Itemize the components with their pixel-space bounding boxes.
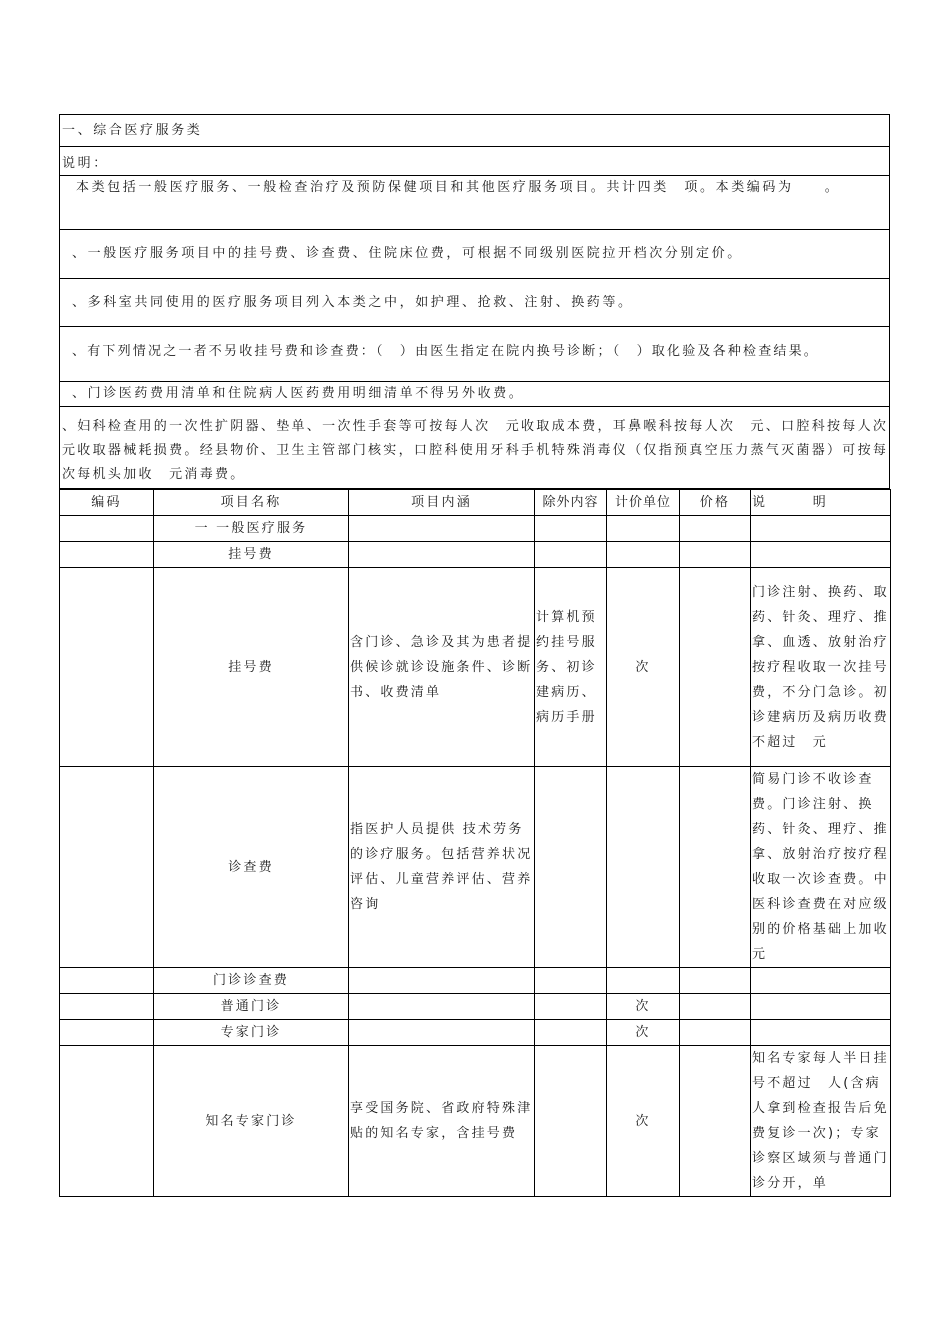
note-label-row: [59, 147, 890, 176]
header-price: 价格: [680, 490, 751, 516]
cell-name: 专家门诊: [154, 1020, 349, 1046]
cell-code: [60, 1046, 154, 1197]
note-label: 说明：: [62, 156, 109, 171]
section-title: 一、综合医疗服务类: [62, 123, 203, 138]
cell-note: [751, 968, 891, 994]
cell-note: 门诊注射、换药、取药、针灸、理疗、推拿、血透、放射治疗按疗程收取一次挂号费，不分门急诊。初诊建病历及病历收费不超过 元: [751, 568, 891, 767]
cell-code: [60, 568, 154, 767]
cell-price: [680, 568, 751, 767]
cell-code: [60, 767, 154, 968]
rule-row-4: [59, 382, 890, 407]
cell-note: [751, 994, 891, 1020]
cell-content: [349, 1020, 535, 1046]
cell-name: 一 一般医疗服务: [154, 516, 349, 542]
cell-name: 挂号费: [154, 542, 349, 568]
cell-unit: [607, 516, 680, 542]
cell-name: 普通门诊: [154, 994, 349, 1020]
rule-row-3: [59, 327, 890, 382]
rule-row-2: [59, 279, 890, 327]
header-note: 说 明: [751, 490, 891, 516]
cell-price: [680, 1020, 751, 1046]
cell-exclusions: [535, 516, 607, 542]
cell-code: [60, 516, 154, 542]
rule-text: 、门诊医药费用清单和住院病人医药费用明细清单不得另外收费。: [72, 386, 525, 401]
section-title-row: [59, 114, 890, 147]
cell-exclusions: 计算机预约挂号服务、初诊建病历、病历手册: [535, 568, 607, 767]
table-row: [60, 1020, 891, 1046]
rule-text: 、有下列情况之一者不另收挂号费和诊查费：（ ）由医生指定在院内换号诊断；（ ）取化验及各种检查结果。: [72, 344, 820, 359]
cell-exclusions: [535, 1020, 607, 1046]
table-row: [60, 968, 891, 994]
cell-price: [680, 968, 751, 994]
rule-row-1: [59, 230, 890, 279]
cell-note: 简易门诊不收诊查费。门诊注射、换药、针灸、理疗、推拿、放射治疗按疗程收取一次诊查费。中医科诊查费在对应级别的价格基础上加收 元: [751, 767, 891, 968]
rule-row-5: [59, 407, 904, 489]
cell-unit: 次: [607, 1020, 680, 1046]
cell-price: [680, 542, 751, 568]
intro-row: [59, 176, 890, 230]
header-name: 项目名称: [154, 490, 349, 516]
cell-code: [60, 968, 154, 994]
cell-exclusions: [535, 994, 607, 1020]
cell-content: [349, 994, 535, 1020]
cell-content: 含门诊、急诊及其为患者提供候诊就诊设施条件、诊断书、收费清单: [349, 568, 535, 767]
header-code: 编码: [60, 490, 154, 516]
cell-unit: 次: [607, 568, 680, 767]
table-row: [60, 767, 891, 968]
cell-price: [680, 767, 751, 968]
cell-code: [60, 542, 154, 568]
cell-content: [349, 516, 535, 542]
rule-text: 、妇科检查用的一次性扩阴器、垫单、一次性手套等可按每人次 元收取成本费，耳鼻喉科按每人次 元、口腔科按每人次 元收取器械耗损费。经县物价、卫生主管部门核实，口腔科使用牙科手机特殊消毒仪（仅指预真空压力蒸气灭菌器）可按每次每机头加收 元消毒费。: [62, 419, 904, 482]
fee-standard-document: [59, 114, 905, 1197]
cell-content: 指医护人员提供 技术劳务 的诊疗服务。包括营养状况评估、儿童营养评估、营养咨询: [349, 767, 535, 968]
cell-name: 知名专家门诊: [154, 1046, 349, 1197]
cell-note: [751, 516, 891, 542]
header-content: 项目内涵: [349, 490, 535, 516]
cell-note: [751, 1020, 891, 1046]
cell-price: [680, 1046, 751, 1197]
cell-content: [349, 542, 535, 568]
cell-code: [60, 1020, 154, 1046]
table-row: [60, 994, 891, 1020]
header-unit: 计价单位: [607, 490, 680, 516]
fee-table: [59, 489, 905, 1197]
cell-name: 门诊诊查费: [154, 968, 349, 994]
cell-code: [60, 994, 154, 1020]
cell-unit: 次: [607, 994, 680, 1020]
cell-unit: [607, 968, 680, 994]
cell-unit: 次: [607, 1046, 680, 1197]
rule-text: 、一般医疗服务项目中的挂号费、诊查费、住院床位费，可根据不同级别医院拉开档次分别定价。: [72, 246, 743, 261]
table-row: [60, 516, 891, 542]
table-row: [60, 542, 891, 568]
cell-exclusions: [535, 542, 607, 568]
table-header-row: [60, 490, 891, 516]
cell-note: 知名专家每人半日挂号不超过 人(含病人拿到检查报告后免费复诊一次)；专家诊察区域须与普通门诊分开，单: [751, 1046, 891, 1197]
cell-content: [349, 968, 535, 994]
rule-text: 、多科室共同使用的医疗服务项目列入本类之中，如护理、抢救、注射、换药等。: [72, 295, 634, 310]
cell-unit: [607, 767, 680, 968]
table-row: [60, 568, 891, 767]
cell-content: 享受国务院、省政府特殊津贴的知名专家，含挂号费: [349, 1046, 535, 1197]
cell-exclusions: [535, 1046, 607, 1197]
cell-price: [680, 994, 751, 1020]
cell-exclusions: [535, 767, 607, 968]
cell-unit: [607, 542, 680, 568]
header-exclusions: 除外内容: [535, 490, 607, 516]
cell-price: [680, 516, 751, 542]
cell-note: [751, 542, 891, 568]
table-row: [60, 1046, 891, 1197]
cell-exclusions: [535, 968, 607, 994]
cell-name: 挂号费: [154, 568, 349, 767]
cell-name: 诊查费: [154, 767, 349, 968]
intro-text: 本类包括一般医疗服务、一般检查治疗及预防保健项目和其他医疗服务项目。共计四类 项。本类编码为 。: [76, 180, 841, 195]
